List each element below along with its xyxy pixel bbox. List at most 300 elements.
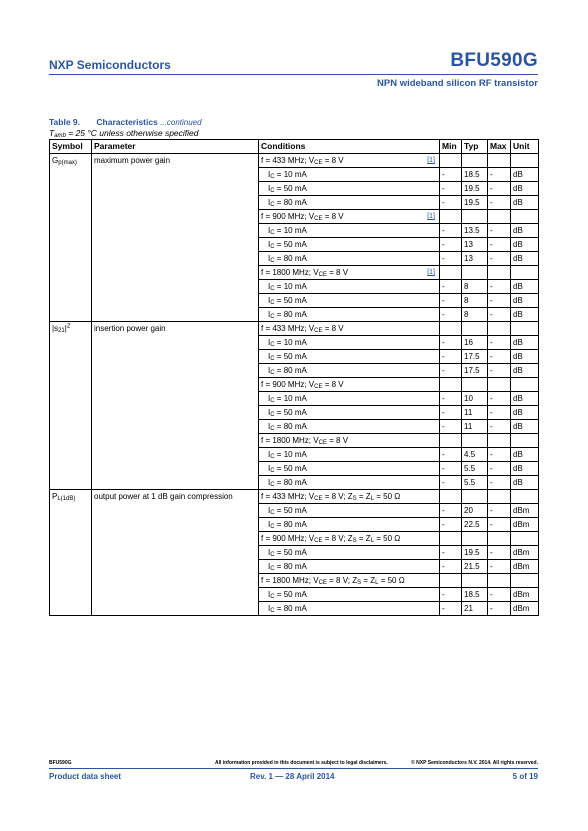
- parameter-cell: [92, 210, 259, 224]
- min-cell: -: [440, 504, 462, 518]
- footer-revision: Rev. 1 — 28 April 2014: [250, 772, 335, 781]
- parameter-cell: [92, 490, 259, 504]
- parameter-cell: [92, 266, 259, 280]
- max-cell: [488, 322, 511, 336]
- condition-sub: CE: [314, 538, 323, 544]
- table-row: [50, 308, 539, 322]
- max-cell: [488, 378, 511, 392]
- symbol-main: G: [52, 156, 59, 165]
- table-header-row: [50, 140, 539, 154]
- min-cell: -: [440, 518, 462, 532]
- unit-cell: dB: [511, 392, 539, 406]
- symbol-cell: [50, 378, 92, 392]
- condition-sub: L: [370, 496, 375, 502]
- condition-current: [259, 462, 440, 476]
- condition-text: I: [268, 478, 271, 487]
- condition-current: [259, 420, 440, 434]
- condition-sub: C: [270, 398, 275, 404]
- condition-text: = Z: [356, 534, 371, 543]
- condition-heading: [259, 490, 440, 504]
- condition-current: [259, 518, 440, 532]
- table-row: [50, 378, 539, 392]
- symbol-cell: [50, 532, 92, 546]
- footnote-ref: [1]: [427, 213, 435, 220]
- condition-sub: C: [270, 230, 275, 236]
- condition-text: I: [268, 296, 271, 305]
- column-header-max: Max: [488, 140, 511, 154]
- condition-sub: CE: [314, 496, 323, 502]
- parameter-cell: [92, 252, 259, 266]
- condition-text: f = 900 MHz; V: [261, 534, 315, 543]
- typ-cell: 13.5: [462, 224, 488, 238]
- condition-text: = 50 mA: [274, 408, 307, 417]
- condition-sub: CE: [314, 216, 323, 222]
- unit-cell: [511, 378, 539, 392]
- condition-sub: C: [270, 370, 275, 376]
- condition-current: [259, 168, 440, 182]
- min-cell: -: [440, 280, 462, 294]
- condition-heading: [259, 154, 440, 168]
- symbol-cell: [50, 588, 92, 602]
- max-cell: [488, 490, 511, 504]
- max-cell: -: [488, 224, 511, 238]
- column-header-conditions: Conditions: [259, 140, 440, 154]
- symbol-cell: [50, 448, 92, 462]
- min-cell: -: [440, 476, 462, 490]
- table-row: [50, 182, 539, 196]
- typ-cell: [462, 154, 488, 168]
- max-cell: [488, 434, 511, 448]
- table-row: [50, 294, 539, 308]
- typ-cell: 21: [462, 602, 488, 616]
- condition-text: = Z: [356, 492, 371, 501]
- symbol-cell: [50, 420, 92, 434]
- typ-cell: 4.5: [462, 448, 488, 462]
- min-cell: [440, 266, 462, 280]
- condition-text: I: [268, 394, 271, 403]
- condition-text: = 80 mA: [274, 310, 307, 319]
- parameter-cell: [92, 364, 259, 378]
- min-cell: [440, 210, 462, 224]
- typ-cell: 5.5: [462, 476, 488, 490]
- max-cell: [488, 210, 511, 224]
- condition-sub: S: [352, 538, 357, 544]
- typ-cell: 10: [462, 392, 488, 406]
- table-row: [50, 336, 539, 350]
- condition-text: I: [268, 506, 271, 515]
- condition-current: [259, 602, 440, 616]
- condition-text: I: [268, 450, 271, 459]
- typ-cell: 21.5: [462, 560, 488, 574]
- table-row: [50, 532, 539, 546]
- parameter-cell: [92, 322, 259, 336]
- table-row: [50, 238, 539, 252]
- condition-text: = 50 Ω: [374, 492, 401, 501]
- table-row: [50, 420, 539, 434]
- footnote-ref: [1]: [427, 269, 435, 276]
- typ-cell: [462, 532, 488, 546]
- max-cell: -: [488, 196, 511, 210]
- parameter-cell: [92, 448, 259, 462]
- condition-text: = 50 Ω: [374, 534, 401, 543]
- max-cell: -: [488, 546, 511, 560]
- condition-text: I: [268, 338, 271, 347]
- condition-text: I: [268, 310, 271, 319]
- condition-heading: [259, 574, 440, 588]
- condition-text: = 8 V: [326, 436, 349, 445]
- table-row: [50, 588, 539, 602]
- condition-current: [259, 280, 440, 294]
- footer-doc-type: Product data sheet: [49, 772, 122, 781]
- condition-sub: CE: [318, 272, 327, 278]
- condition-heading: [259, 266, 440, 280]
- parameter-cell: [92, 574, 259, 588]
- condition-text: = 50 mA: [274, 464, 307, 473]
- condition-sub: C: [270, 244, 275, 250]
- parameter-cell: [92, 462, 259, 476]
- parameter-cell: [92, 294, 259, 308]
- symbol-cell: [50, 252, 92, 266]
- condition-text: I: [268, 408, 271, 417]
- min-cell: [440, 154, 462, 168]
- symbol-sup: 2: [66, 323, 71, 330]
- typ-cell: 13: [462, 238, 488, 252]
- typ-cell: 20: [462, 504, 488, 518]
- condition-current: [259, 392, 440, 406]
- typ-cell: [462, 210, 488, 224]
- characteristics-table: [49, 139, 539, 616]
- unit-cell: dB: [511, 182, 539, 196]
- min-cell: -: [440, 196, 462, 210]
- footer-page-number: 5 of 19: [512, 772, 538, 781]
- typ-cell: 13: [462, 252, 488, 266]
- symbol-cell: [50, 322, 92, 336]
- min-cell: -: [440, 546, 462, 560]
- condition-text: = 80 mA: [274, 254, 307, 263]
- condition-sub: C: [270, 174, 275, 180]
- max-cell: -: [488, 588, 511, 602]
- parameter-cell: [92, 308, 259, 322]
- unit-cell: dB: [511, 224, 539, 238]
- symbol-cell: [50, 364, 92, 378]
- condition-text: = 8 V; Z: [322, 534, 353, 543]
- condition-text: I: [268, 548, 271, 557]
- symbol-cell: [50, 476, 92, 490]
- condition-text: f = 1800 MHz; V: [261, 436, 319, 445]
- table-row: [50, 168, 539, 182]
- condition-text: = 10 mA: [274, 282, 307, 291]
- condition-text: I: [268, 240, 271, 249]
- unit-cell: dBm: [511, 518, 539, 532]
- unit-cell: dB: [511, 168, 539, 182]
- unit-cell: dBm: [511, 546, 539, 560]
- table-row: [50, 560, 539, 574]
- table-row: [50, 518, 539, 532]
- table-row: [50, 574, 539, 588]
- condition-text: f = 433 MHz; V: [261, 492, 315, 501]
- table-row: [50, 266, 539, 280]
- condition-current: [259, 350, 440, 364]
- min-cell: -: [440, 252, 462, 266]
- condition-text: = Z: [361, 576, 376, 585]
- condition-text: I: [268, 170, 271, 179]
- unit-cell: dB: [511, 294, 539, 308]
- condition-sub: C: [270, 188, 275, 194]
- table-row: [50, 364, 539, 378]
- symbol-cell: [50, 210, 92, 224]
- symbol-cell: [50, 462, 92, 476]
- max-cell: -: [488, 602, 511, 616]
- typ-cell: 18.5: [462, 588, 488, 602]
- condition-text: I: [268, 366, 271, 375]
- symbol-cell: [50, 224, 92, 238]
- symbol-cell: [50, 168, 92, 182]
- condition-current: [259, 504, 440, 518]
- column-header-parameter: Parameter: [92, 140, 259, 154]
- symbol-cell: [50, 602, 92, 616]
- typ-cell: 5.5: [462, 462, 488, 476]
- symbol-cell: [50, 154, 92, 168]
- typ-cell: [462, 490, 488, 504]
- condition-sub: C: [270, 202, 275, 208]
- symbol-bar: |: [64, 324, 67, 333]
- condition-sub: CE: [314, 328, 323, 334]
- condition-text: f = 433 MHz; V: [261, 156, 315, 165]
- table-title: Characteristics: [96, 117, 158, 127]
- condition-text: I: [268, 422, 271, 431]
- condition-current: [259, 294, 440, 308]
- condition-text: = 8 V: [322, 380, 344, 389]
- parameter-cell: [92, 336, 259, 350]
- condition-sub: C: [270, 356, 275, 362]
- condition-text: I: [268, 562, 271, 571]
- unit-cell: [511, 154, 539, 168]
- condition-current: [259, 406, 440, 420]
- unit-cell: dB: [511, 252, 539, 266]
- min-cell: [440, 532, 462, 546]
- condition-current: [259, 308, 440, 322]
- footnote-ref: [1]: [427, 157, 435, 164]
- max-cell: [488, 154, 511, 168]
- max-cell: -: [488, 336, 511, 350]
- condition-sub: C: [270, 258, 275, 264]
- unit-cell: dB: [511, 406, 539, 420]
- max-cell: -: [488, 182, 511, 196]
- table-row: [50, 392, 539, 406]
- symbol-cell: [50, 546, 92, 560]
- min-cell: [440, 434, 462, 448]
- condition-sub: C: [270, 300, 275, 306]
- table-row: [50, 490, 539, 504]
- condition-sub: C: [270, 412, 275, 418]
- symbol-sub: 21: [58, 328, 65, 334]
- condition-sub: C: [270, 314, 275, 320]
- max-cell: -: [488, 448, 511, 462]
- parameter-cell: [92, 182, 259, 196]
- condition-current: [259, 588, 440, 602]
- condition-text: = 80 mA: [274, 422, 307, 431]
- condition-sub: C: [270, 594, 275, 600]
- min-cell: -: [440, 406, 462, 420]
- part-number: BFU590G: [450, 50, 538, 71]
- condition-sub: L: [370, 538, 375, 544]
- condition-text: I: [268, 520, 271, 529]
- min-cell: -: [440, 364, 462, 378]
- max-cell: -: [488, 560, 511, 574]
- condition-current: [259, 238, 440, 252]
- typ-cell: [462, 266, 488, 280]
- condition-text: I: [268, 226, 271, 235]
- condition-text: = 50 mA: [274, 590, 307, 599]
- max-cell: -: [488, 252, 511, 266]
- typ-cell: 8: [462, 308, 488, 322]
- min-cell: -: [440, 448, 462, 462]
- condition-text: = 10 mA: [274, 338, 307, 347]
- max-cell: -: [488, 406, 511, 420]
- unit-cell: dB: [511, 238, 539, 252]
- typ-cell: 16: [462, 336, 488, 350]
- condition-text: I: [268, 184, 271, 193]
- condition-sub: C: [270, 566, 275, 572]
- condition-sub: C: [270, 426, 275, 432]
- column-header-unit: Unit: [511, 140, 539, 154]
- max-cell: -: [488, 350, 511, 364]
- parameter-cell: [92, 224, 259, 238]
- unit-cell: [511, 210, 539, 224]
- condition-text: I: [268, 590, 271, 599]
- condition-current: [259, 182, 440, 196]
- condition-text: = 80 mA: [274, 198, 307, 207]
- condition-heading: [259, 210, 440, 224]
- table-row: [50, 210, 539, 224]
- min-cell: -: [440, 350, 462, 364]
- parameter-cell: [92, 434, 259, 448]
- condition-text: = 8 V: [326, 268, 349, 277]
- column-header-typ: Typ: [462, 140, 488, 154]
- unit-cell: dB: [511, 280, 539, 294]
- parameter-cell: [92, 392, 259, 406]
- parameter-cell: [92, 588, 259, 602]
- condition-text: = 10 mA: [274, 226, 307, 235]
- typ-cell: 8: [462, 280, 488, 294]
- parameter-cell: [92, 406, 259, 420]
- unit-cell: dB: [511, 420, 539, 434]
- parameter-text: maximum power gain: [94, 156, 171, 165]
- symbol-cell: [50, 266, 92, 280]
- symbol-cell: [50, 350, 92, 364]
- min-cell: -: [440, 392, 462, 406]
- condition-sub: C: [270, 608, 275, 614]
- typ-cell: 18.5: [462, 168, 488, 182]
- company-name: NXP Semiconductors: [49, 58, 171, 72]
- symbol-cell: [50, 182, 92, 196]
- symbol-cell: [50, 434, 92, 448]
- min-cell: -: [440, 336, 462, 350]
- unit-cell: [511, 490, 539, 504]
- condition-text: = 10 mA: [274, 170, 307, 179]
- footer-disclaimer: All information provided in this document is subject to legal disclaimers.: [215, 760, 388, 766]
- unit-cell: [511, 532, 539, 546]
- condition-text: = 50 mA: [274, 352, 307, 361]
- symbol-cell: [50, 280, 92, 294]
- unit-cell: [511, 574, 539, 588]
- max-cell: -: [488, 518, 511, 532]
- symbol-cell: [50, 574, 92, 588]
- symbol-cell: [50, 504, 92, 518]
- parameter-cell: [92, 546, 259, 560]
- unit-cell: dB: [511, 462, 539, 476]
- condition-text: = 8 V; Z: [326, 576, 358, 585]
- parameter-text: output power at 1 dB gain compression: [94, 492, 233, 501]
- typ-cell: 22.5: [462, 518, 488, 532]
- min-cell: -: [440, 168, 462, 182]
- min-cell: -: [440, 308, 462, 322]
- symbol-sub: L(1dB): [57, 496, 76, 502]
- condition-sub: CE: [314, 384, 323, 390]
- condition-sub: C: [270, 454, 275, 460]
- table-row: [50, 154, 539, 168]
- column-header-symbol: Symbol: [50, 140, 92, 154]
- typ-cell: 17.5: [462, 364, 488, 378]
- min-cell: -: [440, 182, 462, 196]
- unit-cell: dBm: [511, 588, 539, 602]
- max-cell: [488, 532, 511, 546]
- table-condition-note: $T_{amb} = 25$ °C unless otherwise specified: [49, 128, 199, 139]
- min-cell: [440, 322, 462, 336]
- typ-cell: 17.5: [462, 350, 488, 364]
- table-row: [50, 280, 539, 294]
- condition-current: [259, 546, 440, 560]
- table-row: [50, 434, 539, 448]
- condition-sub: S: [357, 580, 362, 586]
- max-cell: -: [488, 308, 511, 322]
- unit-cell: dB: [511, 350, 539, 364]
- condition-text: = 50 mA: [274, 240, 307, 249]
- condition-current: [259, 448, 440, 462]
- condition-sub: L: [375, 580, 379, 586]
- condition-current: [259, 560, 440, 574]
- table-row: [50, 546, 539, 560]
- min-cell: -: [440, 420, 462, 434]
- condition-heading: [259, 378, 440, 392]
- unit-cell: dB: [511, 476, 539, 490]
- max-cell: -: [488, 504, 511, 518]
- max-cell: -: [488, 476, 511, 490]
- min-cell: [440, 490, 462, 504]
- condition-text: = 80 mA: [274, 478, 307, 487]
- column-header-min: Min: [440, 140, 462, 154]
- parameter-cell: [92, 154, 259, 168]
- parameter-cell: [92, 518, 259, 532]
- condition-text: f = 900 MHz; V: [261, 212, 315, 221]
- condition-text: = 50 mA: [274, 548, 307, 557]
- max-cell: -: [488, 392, 511, 406]
- footer-doc-id: BFU590G: [49, 760, 72, 766]
- symbol-cell: [50, 518, 92, 532]
- condition-sub: C: [270, 510, 275, 516]
- table-row: [50, 196, 539, 210]
- condition-text: = 8 V: [322, 212, 344, 221]
- table-caption: [49, 117, 202, 127]
- condition-text: f = 1800 MHz; V: [261, 576, 319, 585]
- condition-text: = 80 mA: [274, 562, 307, 571]
- typ-cell: 11: [462, 406, 488, 420]
- max-cell: -: [488, 168, 511, 182]
- min-cell: -: [440, 224, 462, 238]
- condition-current: [259, 196, 440, 210]
- condition-sub: S: [352, 496, 357, 502]
- table-row: [50, 448, 539, 462]
